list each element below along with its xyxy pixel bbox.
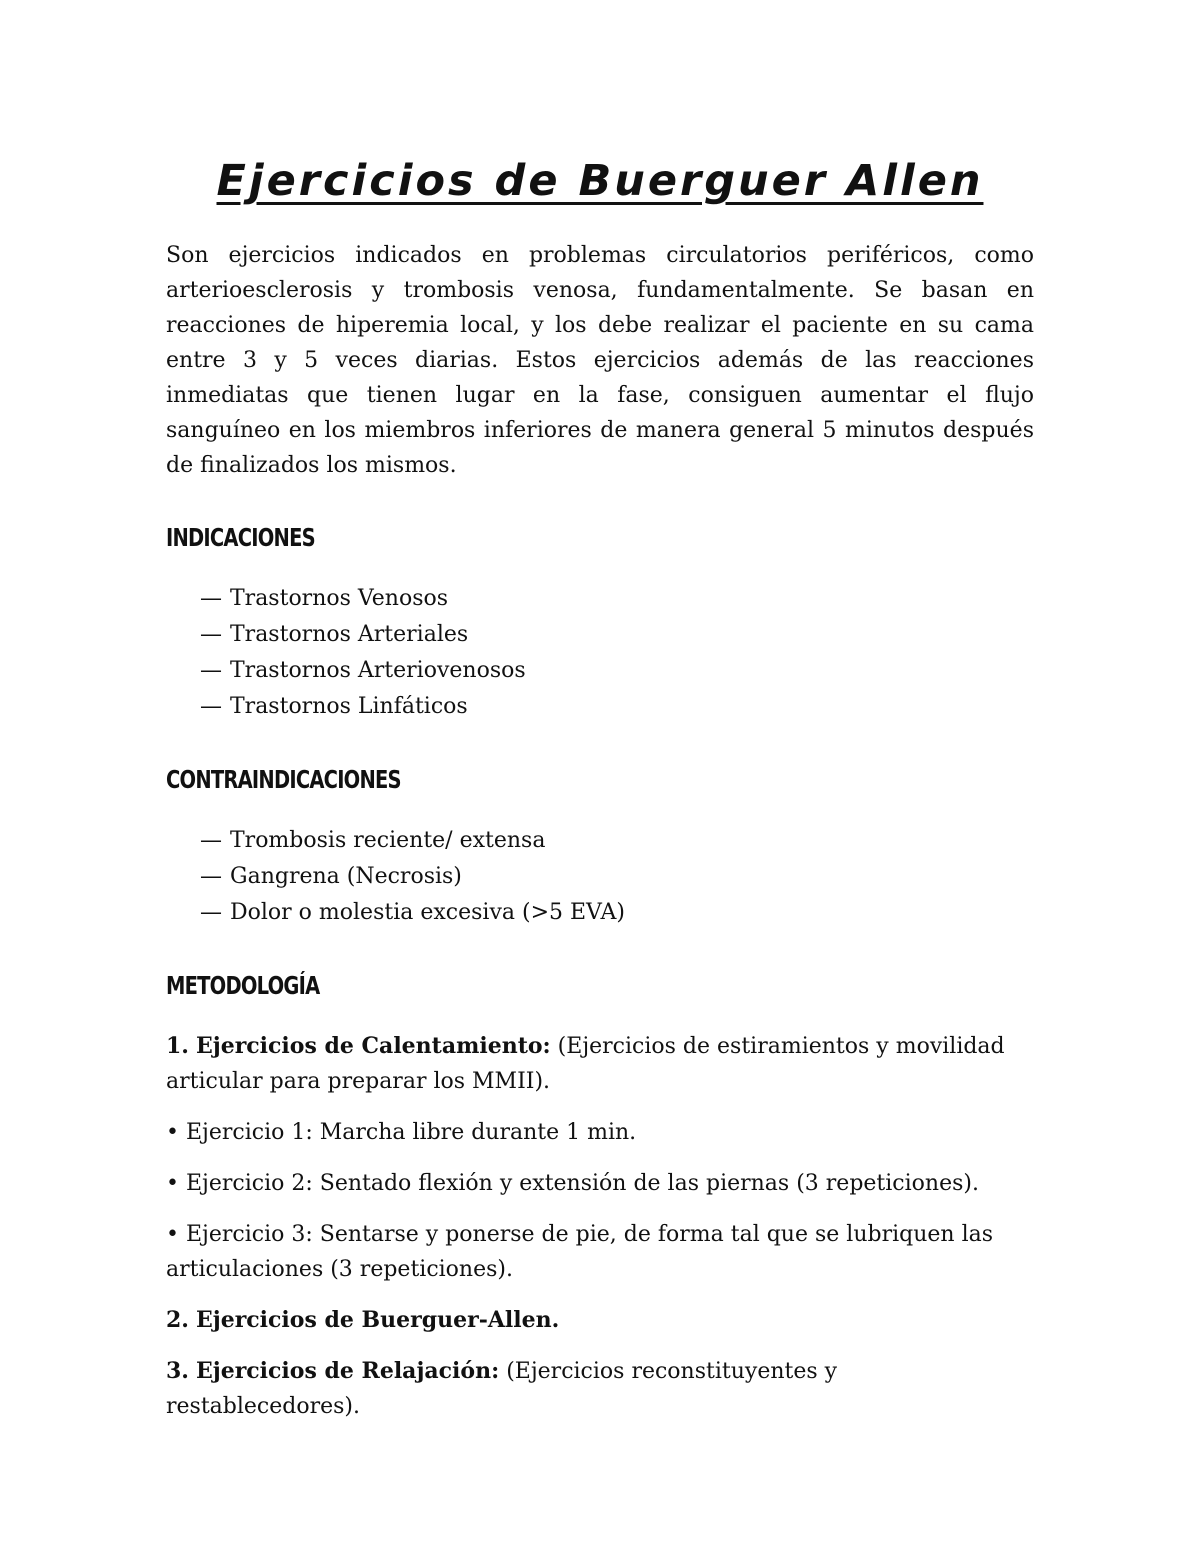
step-2-label: Ejercicios de Buerguer-Allen. xyxy=(195,1307,560,1333)
step-1 xyxy=(166,1029,1034,1099)
step-3-label: Ejercicios de Relajación: xyxy=(195,1358,500,1384)
step-1-text: (Ejercicios de estiramientos y movilidad articular para preparar los MMII). xyxy=(166,1034,1005,1094)
step-2-number: 2. xyxy=(166,1307,189,1333)
list-item: — Trombosis reciente/ extensa xyxy=(200,823,1034,859)
dash-icon: — xyxy=(200,828,222,853)
section-heading-contraindicaciones: CONTRAINDICACIONES xyxy=(166,765,401,794)
list-item: — Trastornos Arteriovenosos xyxy=(200,653,1034,689)
dash-icon: — xyxy=(200,864,222,889)
contraindicaciones-list xyxy=(166,823,1034,931)
step-1-label: Ejercicios de Calentamiento: xyxy=(195,1033,551,1059)
dash-icon: — xyxy=(200,900,222,925)
list-item: — Trastornos Arteriales xyxy=(200,617,1034,653)
bullet-icon: • xyxy=(166,1171,179,1196)
exercise-bullet: • Ejercicio 3: Sentarse y ponerse de pie, de forma tal que se lubriquen las articulaciones (3 repeticiones). xyxy=(166,1222,994,1282)
exercise-bullet: • Ejercicio 1: Marcha libre durante 1 min. xyxy=(166,1120,637,1145)
dash-icon: — xyxy=(200,586,222,611)
section-heading-metodologia: METODOLOGÍA xyxy=(166,971,320,1000)
list-item: — Gangrena (Necrosis) xyxy=(200,859,1034,895)
exercise-bullet: • Ejercicio 2: Sentado flexión y extensión de las piernas (3 repeticiones). xyxy=(166,1171,979,1196)
dash-icon: — xyxy=(200,622,222,647)
bullet-icon: • xyxy=(166,1120,179,1145)
intro-paragraph: Son ejercicios indicados en problemas circulatorios periféricos, como arterioesclerosis y trombosis venosa, fundamentalmente. Se basan en reacciones de hiperemia local, y los debe realizar el paciente en su cama entre 3 y 5 veces diarias. Estos ejercicios además de las reacciones inmediatas que tienen lugar en la fase, consiguen aumentar el flujo sanguíneo en los miembros inferiores de manera general 5 minutos después de finalizados los mismos. xyxy=(166,243,1034,478)
step-3-number: 3. xyxy=(166,1358,189,1384)
dash-icon: — xyxy=(200,658,222,683)
bullet-icon: • xyxy=(166,1222,179,1247)
document-title: Ejercicios de Buerguer Allen xyxy=(216,156,984,206)
indicaciones-list xyxy=(166,581,1034,725)
step-3 xyxy=(166,1354,1034,1424)
step-2 xyxy=(166,1303,1034,1338)
list-item: — Trastornos Linfáticos xyxy=(200,689,1034,725)
dash-icon: — xyxy=(200,694,222,719)
section-heading-indicaciones: INDICACIONES xyxy=(166,523,315,552)
step-3-text: (Ejercicios reconstituyentes y restablecedores). xyxy=(166,1359,838,1419)
list-item: — Trastornos Venosos xyxy=(200,581,1034,617)
document-page xyxy=(166,150,1034,1440)
list-item: — Dolor o molestia excesiva (>5 EVA) xyxy=(200,895,1034,931)
step-1-number: 1. xyxy=(166,1033,189,1059)
